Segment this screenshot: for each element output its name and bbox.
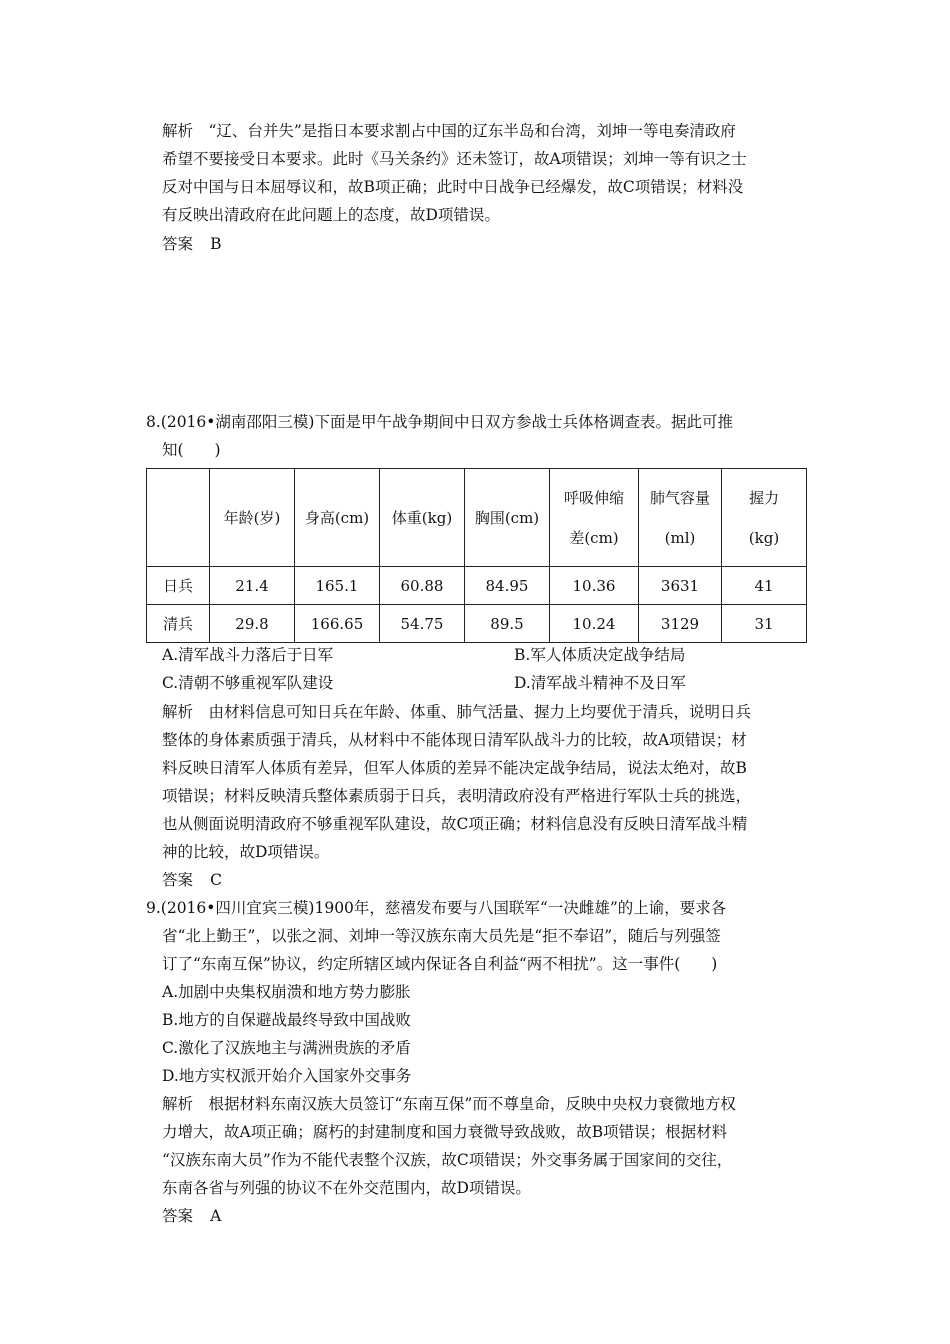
table-cell: 89.5 [465, 605, 550, 643]
table-cell: 日兵 [147, 567, 210, 605]
table-cell: 166.65 [295, 605, 380, 643]
q8-answer [162, 870, 222, 890]
q8-option-a[interactable]: A.清军战斗力落后于日军 [162, 646, 334, 664]
q9-option-b[interactable]: B.地方的自保避战最终导致中国战败 [162, 1011, 411, 1029]
q8-option-d[interactable]: D.清军战斗精神不及日军 [514, 674, 686, 692]
q9-option-a[interactable]: A.加剧中央集权崩溃和地方势力膨胀 [162, 983, 411, 1001]
answer-label: 答案 [162, 235, 194, 253]
soldier-physique-table [146, 468, 807, 643]
q8-stem-line: 8.(2016•湖南邵阳三模)下面是甲午战争期间中日双方参战士兵体格调查表。据此可推 [146, 413, 733, 431]
table-cell: 21.4 [210, 567, 295, 605]
q9-analysis-line: 东南各省与列强的协议不在外交范围内，故D项错误。 [162, 1179, 531, 1197]
q9-stem-line: 9.(2016•四川宜宾三模)1900年，慈禧发布要与八国联军“一决雌雄”的上谕，要求各 [146, 899, 727, 917]
table-cell: 29.8 [210, 605, 295, 643]
header-text: 肺气容量 [649, 488, 710, 507]
answer-value: B [210, 235, 222, 253]
table-cell: 54.75 [380, 605, 465, 643]
q7-analysis-line: 解析 “辽、台并失”是指日本要求割占中国的辽东半岛和台湾，刘坤一等电奏清政府 [162, 122, 736, 140]
table-cell: 10.36 [550, 567, 639, 605]
q9-stem-line: 省“北上勤王”，以张之洞、刘坤一等汉族东南大员先是“拒不奉诏”，随后与列强签 [162, 927, 721, 945]
q9-option-c[interactable]: C.激化了汉族地主与满洲贵族的矛盾 [162, 1039, 411, 1057]
table-row [147, 605, 807, 643]
answer-value: C [210, 871, 222, 889]
table-cell: 3129 [639, 605, 722, 643]
q8-analysis-line: 也从侧面说明清政府不够重视军队建设，故C项正确；材料信息没有反映日清军战斗精 [162, 815, 748, 833]
table-cell: 165.1 [295, 567, 380, 605]
q8-option-c[interactable]: C.清朝不够重视军队建设 [162, 674, 334, 692]
table-cell: 31 [722, 605, 807, 643]
table-cell: 清兵 [147, 605, 210, 643]
table-header-cell: 身高(cm) [295, 469, 380, 567]
header-text: (ml) [664, 528, 696, 547]
q8-option-b[interactable]: B.军人体质决定战争结局 [514, 646, 686, 664]
q8-analysis-line: 项错误；材料反映清兵整体素质弱于日兵，表明清政府没有严格进行军队士兵的挑选， [162, 787, 752, 805]
q8-analysis-line: 解析 由材料信息可知日兵在年龄、体重、肺气活量、握力上均要优于清兵，说明日兵 [162, 703, 752, 721]
table-header-cell [550, 469, 639, 567]
header-text: 呼吸伸缩 [563, 488, 624, 507]
q8-analysis-line: 神的比较，故D项错误。 [162, 843, 330, 861]
q9-analysis-line: 解析 根据材料东南汉族大员签订“东南互保”而不尊皇命，反映中央权力衰微地方权 [162, 1095, 736, 1113]
table-cell: 84.95 [465, 567, 550, 605]
q9-analysis-line: 力增大，故A项正确；腐朽的封建制度和国力衰微导致战败，故B项错误；根据材料 [162, 1123, 728, 1141]
q9-stem-line: 订了“东南互保”协议，约定所辖区域内保证各自利益“两不相扰”。这一事件( ) [162, 955, 718, 973]
q7-analysis-line: 有反映出清政府在此问题上的态度，故D项错误。 [162, 206, 500, 224]
q8-analysis-line: 整体的身体素质强于清兵，从材料中不能体现日清军队战斗力的比较，故A项错误；材 [162, 731, 747, 749]
answer-value: A [210, 1207, 222, 1225]
table-header-cell-empty [147, 469, 210, 567]
table-cell: 41 [722, 567, 807, 605]
table-cell: 60.88 [380, 567, 465, 605]
table-header-cell [722, 469, 807, 567]
q7-answer [162, 234, 221, 254]
table-row [147, 567, 807, 605]
q9-analysis-line: “汉族东南大员”作为不能代表整个汉族，故C项错误；外交事务属于国家间的交往， [162, 1151, 733, 1169]
q9-option-d[interactable]: D.地方实权派开始介入国家外交事务 [162, 1067, 412, 1085]
answer-label: 答案 [162, 871, 194, 889]
table-header-cell [639, 469, 722, 567]
q8-analysis-line: 料反映日清军人体质有差异，但军人体质的差异不能决定战争结局，说法太绝对，故B [162, 759, 747, 777]
q8-stem-line: 知( ) [162, 441, 221, 459]
answer-label: 答案 [162, 1207, 194, 1225]
header-text: (kg) [748, 528, 780, 547]
table-header-cell: 年龄(岁) [210, 469, 295, 567]
table-header-cell: 胸围(cm) [465, 469, 550, 567]
table-header-cell: 体重(kg) [380, 469, 465, 567]
table-cell: 10.24 [550, 605, 639, 643]
header-text: 握力 [748, 488, 779, 507]
table-header-row [147, 469, 807, 567]
q7-analysis-line: 希望不要接受日本要求。此时《马关条约》还未签订，故A项错误；刘坤一等有识之士 [162, 150, 747, 168]
q9-answer [162, 1206, 221, 1226]
q7-analysis-line: 反对中国与日本屈辱议和，故B项正确；此时中日战争已经爆发，故C项错误；材料没 [162, 178, 744, 196]
header-text: 差(cm) [569, 528, 619, 547]
table-cell: 3631 [639, 567, 722, 605]
